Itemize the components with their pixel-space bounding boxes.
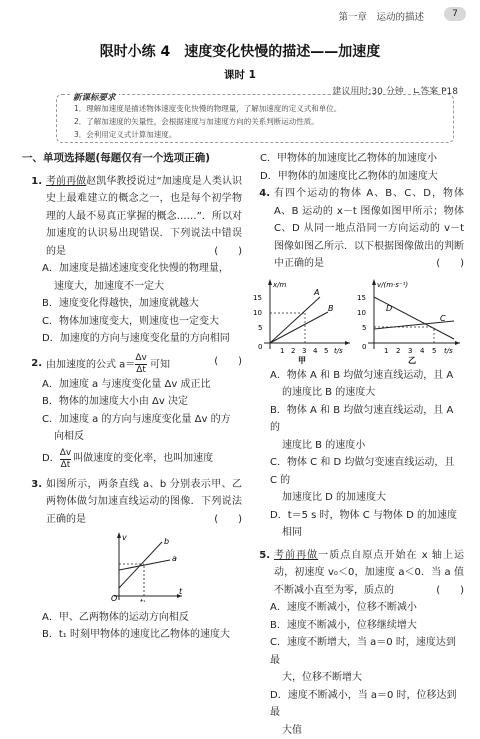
answer-blank: ( ) — [214, 353, 242, 371]
option-a: A．甲、乙两物体的运动方向相反 — [22, 609, 242, 627]
objective-item: 1．理解加速度是描述物体速度变化快慢的物理量，了解加速度的定义式和单位。 — [74, 103, 341, 114]
objective-item: 2．了解加速度的矢量性，会根据速度与加速度方向的关系判断运动性质。 — [74, 116, 319, 127]
answer-blank: ( ) — [436, 255, 464, 273]
svg-text:4: 4 — [420, 347, 425, 355]
option-b: B．物体 A 和 B 均做匀速直线运动，且 A 的 — [250, 402, 464, 437]
option-a-cont: 的速度比 B 的速度大 — [250, 384, 464, 402]
figure-caption: 甲 — [298, 356, 306, 365]
left-column — [22, 150, 242, 644]
svg-text:2: 2 — [291, 347, 295, 355]
question-stem: 有四个运动的物体 A、B、C、D，物体 A、B 运动的 x－t 图像如图甲所示；物体 C、D 从同一地点沿同一方向运动的 v－t 图像如图乙所示．以下根据图像做出的判断中正确的是 ( ) — [274, 185, 464, 273]
question-1 — [22, 173, 242, 348]
svg-text:3: 3 — [302, 347, 306, 355]
svg-text:5: 5 — [362, 324, 366, 332]
option-d: D．加速度的方向与速度变化量的方向相同 — [22, 330, 242, 348]
option-d-cont: 大值 — [250, 722, 464, 739]
figure-caption: 乙 — [408, 356, 416, 365]
question-number: 2. — [22, 355, 46, 373]
svg-text:0: 0 — [362, 343, 366, 351]
svg-text:2: 2 — [396, 347, 400, 355]
option-d: D．速度不断减小，当 a＝0 时，位移达到最 — [250, 687, 464, 722]
svg-text:4: 4 — [313, 347, 318, 355]
time-and-answer-info: 建议用时:30 分钟 ∟答案 P18 — [332, 84, 458, 97]
question-5 — [250, 547, 464, 739]
svg-text:5: 5 — [258, 324, 262, 332]
svg-text:t/s: t/s — [334, 347, 343, 355]
svg-text:v: v — [122, 533, 127, 542]
option-b: B．t₁ 时刻甲物体的速度比乙物体的速度大 — [22, 626, 242, 644]
option-c: C．加速度 a 的方向与速度变化量 Δv 的方 — [22, 411, 242, 429]
svg-text:0: 0 — [258, 343, 262, 351]
option-b-cont: 速度比 B 的速度小 — [250, 437, 464, 455]
objective-item: 3．会利用定义式计算加速度。 — [74, 129, 176, 140]
option-d: D． Δv Δt 叫做速度的变化率，也叫加速度 — [22, 448, 242, 471]
question-stem: 由加速度的公式 a＝ $\frac{\Delta v}{\Delta t}$ 可知 ( ) — [46, 353, 242, 376]
objectives-heading: 新课标要求 — [70, 91, 119, 103]
option-c: C．速度不断增大，当 a＝0 时，速度达到最 — [250, 634, 464, 669]
question-stem: 考前再做赵凯华教授说过“加速度是人类认识史上最难建立的概念之一，也是每个初学物理的人最不易真正掌握的概念……”．所以对加速度的认识易出现错误．下列说法中错误的是 ( ) — [46, 173, 242, 261]
svg-text:D: D — [386, 304, 392, 313]
source-tag: 考前再做 — [46, 176, 86, 187]
option-b: B．速度变化得越快，加速度就越大 — [22, 295, 242, 313]
svg-text:1: 1 — [384, 347, 388, 355]
svg-text:A: A — [313, 288, 319, 297]
question-number: 4. — [250, 185, 274, 273]
answer-blank: ( ) — [436, 582, 464, 600]
q3-option-c: C．甲物体的加速度比乙物体的加速度小 — [250, 150, 464, 168]
vt-graph-yi — [354, 277, 464, 365]
formula-fraction: Δv Δt — [60, 448, 71, 471]
question-stem: 考前再做一质点自原点开始在 x 轴上运动，初速度 v₀＜0，加速度 a＜0．当 a 值不断减小直至为零，质点的 ( ) — [274, 547, 464, 600]
option-d: D．t＝5 s 时，物体 C 与物体 D 的加速度 — [250, 507, 464, 525]
svg-text:15: 15 — [357, 294, 366, 302]
answer-blank: ( ) — [214, 243, 242, 261]
svg-text:b: b — [164, 537, 169, 546]
svg-text:1: 1 — [280, 347, 284, 355]
question-number: 1. — [22, 173, 46, 261]
option-a: A．物体 A 和 B 均做匀速直线运动，且 A — [250, 367, 464, 385]
option-c-cont: 向相反 — [22, 428, 242, 446]
page-header — [0, 0, 480, 30]
xt-graph-jia — [250, 277, 354, 365]
svg-text:C: C — [440, 314, 446, 323]
svg-text:a: a — [172, 554, 177, 563]
question-stem: 如图所示，两条直线 a、b 分别表示甲、乙两物体做匀加速直线运动的图像．下列说法正确的是 ( ) — [46, 476, 242, 529]
svg-text:B: B — [328, 304, 334, 313]
section-heading: 一、单项选择题(每题仅有一个选项正确) — [22, 150, 242, 168]
page-number-badge: 7 — [444, 7, 466, 21]
figure-row — [250, 277, 464, 365]
option-a-cont: 速度大，加速度不一定大 — [22, 278, 242, 296]
option-a: A．速度不断减小，位移不断减小 — [250, 599, 464, 617]
option-c: C．物体 C 和 D 均做匀变速直线运动，且 C 的 — [250, 454, 464, 489]
svg-text:t/s: t/s — [444, 347, 453, 355]
question-2 — [22, 353, 242, 471]
lesson-label: 课时 1 — [0, 67, 480, 82]
question-number: 3. — [22, 476, 46, 529]
option-a: A．加速度是描述速度变化快慢的物理量， — [22, 260, 242, 278]
svg-text:x/m: x/m — [272, 281, 287, 289]
svg-text:10: 10 — [357, 309, 366, 317]
right-column — [250, 150, 464, 739]
svg-text:15: 15 — [253, 294, 262, 302]
svg-text:5: 5 — [432, 347, 436, 355]
svg-text:O: O — [111, 594, 117, 602]
svg-text:v/(m·s⁻¹): v/(m·s⁻¹) — [377, 281, 408, 289]
option-c-cont: 大，位移不断增大 — [250, 669, 464, 687]
formula-fraction: $\frac{\Delta v}{\Delta t}$ — [135, 353, 146, 376]
page-title: 限时小练 4 速度变化快慢的描述——加速度 — [0, 41, 480, 61]
svg-text:10: 10 — [253, 309, 262, 317]
option-d-cont: 相同 — [250, 524, 464, 542]
svg-text:3: 3 — [408, 347, 412, 355]
option-b: B．物体的加速度大小由 Δv 决定 — [22, 393, 242, 411]
vt-graph-ab — [22, 528, 242, 602]
question-3 — [22, 476, 242, 644]
q3-option-d: D．甲物体的加速度比乙物体的加速度大 — [250, 168, 464, 186]
source-tag: 考前再做 — [274, 550, 318, 561]
option-a: A．加速度 a 与速度变化量 Δv 成正比 — [22, 376, 242, 394]
chapter-heading: 第一章 运动的描述 — [338, 9, 424, 23]
svg-text:t: t — [179, 587, 183, 596]
question-4 — [250, 185, 464, 542]
question-number: 5. — [250, 547, 274, 600]
option-b: B．速度不断减小，位移继续增大 — [250, 617, 464, 635]
svg-text:t₁: t₁ — [140, 598, 146, 602]
option-c-cont: 加速度比 D 的加速度大 — [250, 489, 464, 507]
option-c: C．物体加速度变大，则速度也一定变大 — [22, 313, 242, 331]
answer-blank: ( ) — [214, 511, 242, 529]
svg-text:5: 5 — [324, 347, 328, 355]
